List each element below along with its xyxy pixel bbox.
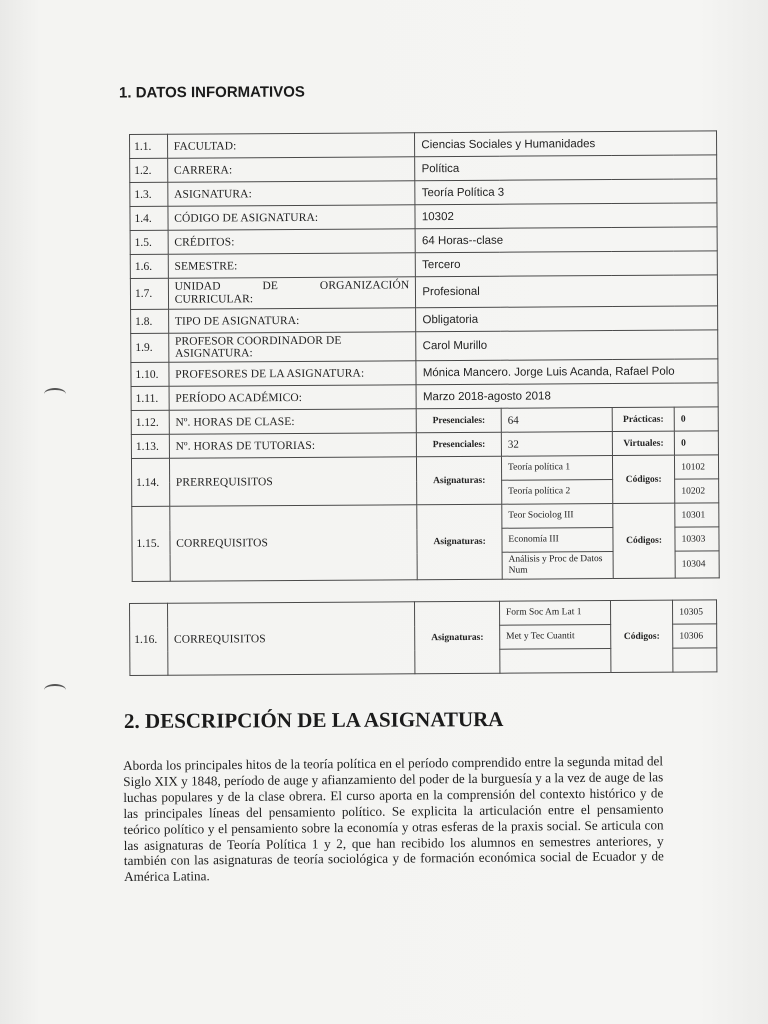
row-number: 1.12.: [131, 410, 169, 434]
sub-label: Presenciales:: [417, 408, 502, 433]
table-row: [131, 330, 718, 363]
course-description: Aborda los principales hitos de la teoría política en el período comprendido entre la segunda mitad del Siglo XIX y 1848, período de auge y afianzamiento del poder de la burguesía y a la vez de auge de las luchas populares y de la clase obrera. El curso aporta en la comprensión del contexto histórico y de las principales líneas del pensamiento político. Se explicita la articulación entre el pensamiento teórico político y el pensamiento sobre la economía y otras esferas de la praxis social. Se articula con las asignaturas de Teoría Política 1 y 2, que han recibido los alumnos en semestres anteriores, y también con las asignaturas de teoría sociológica y de formación económica social de Ecuador y de América Latina.: [123, 753, 664, 885]
table-row: [131, 359, 718, 387]
table-row: [130, 131, 717, 159]
row-label: CÓDIGO DE ASIGNATURA:: [168, 205, 416, 231]
row-value: 64 Horas--clase: [415, 227, 717, 253]
subject-name: Form Soc Am Lat 1: [499, 601, 610, 626]
subject-name: [500, 649, 611, 674]
row-label: SEMESTRE:: [168, 253, 416, 279]
row-number: 1.3.: [130, 182, 168, 206]
row-value: 10302: [415, 203, 717, 229]
row-label: Nº. HORAS DE CLASE:: [169, 409, 417, 435]
row-label: CORREQUISITOS: [169, 505, 417, 582]
row-value: Teoría Política 3: [415, 179, 717, 205]
row-number: 1.15.: [132, 506, 170, 581]
table-row: [130, 275, 717, 310]
row-label: CORREQUISITOS: [167, 602, 415, 676]
section-1-title: 1. DATOS INFORMATIVOS: [118, 83, 305, 102]
sub-value: 0: [674, 407, 718, 431]
codigos-label: Códigos:: [612, 455, 674, 503]
row-number: 1.7.: [130, 278, 168, 309]
table-row: [130, 227, 717, 255]
row-label: ASIGNATURA:: [167, 181, 415, 207]
section-2-title: 2. DESCRIPCIÓN DE LA ASIGNATURA: [123, 707, 504, 733]
row-label: [168, 277, 416, 310]
datos-informativos-table: [129, 130, 720, 582]
subject-name: Economía III: [502, 528, 613, 553]
subject-name: Teor Sociolog III: [502, 504, 613, 529]
sub-label: Prácticas:: [612, 407, 674, 431]
subject-code: [673, 648, 717, 672]
subject-code: 10102: [675, 455, 719, 479]
table-row: [130, 251, 717, 279]
row-number: 1.11.: [131, 386, 169, 410]
row-number: 1.2.: [130, 158, 168, 182]
subject-code: 10303: [675, 527, 719, 551]
row-number: 1.6.: [130, 254, 168, 278]
row-label-line: CURRICULAR:: [174, 293, 254, 306]
row-number: 1.16.: [130, 603, 168, 675]
table-row: [131, 431, 718, 459]
row-label: PROFESOR COORDINADOR DE ASIGNATURA:: [168, 332, 416, 363]
subject-name: Análisis y Proc de Datos Num: [502, 552, 613, 580]
row-label: PROFESORES DE LA ASIGNATURA:: [169, 361, 417, 387]
row-label-word: DE: [262, 280, 279, 293]
row-value: Profesional: [416, 275, 718, 308]
subject-code: 10304: [675, 551, 719, 578]
row-number: 1.14.: [131, 458, 169, 506]
table-row: [131, 455, 718, 483]
subject-code: 10301: [675, 503, 719, 527]
sub-value: 64: [501, 408, 612, 433]
asignaturas-label: Asignaturas:: [417, 504, 502, 580]
row-value: Mónica Mancero. Jorge Luis Acanda, Rafael Polo: [416, 359, 718, 385]
row-label: TIPO DE ASIGNATURA:: [168, 308, 416, 334]
subject-name: Met y Tec Cuantit: [500, 625, 611, 650]
row-number: 1.10.: [131, 362, 169, 386]
row-label: CRÉDITOS:: [168, 229, 416, 255]
subject-name: Teoría política 2: [502, 480, 613, 505]
table-row: [130, 600, 717, 628]
row-value: Ciencias Sociales y Humanidades: [415, 131, 717, 157]
row-label-line: [175, 279, 410, 293]
sub-value: 0: [674, 431, 718, 455]
binder-hole-mark: [44, 388, 66, 400]
binder-hole-mark: [44, 684, 66, 696]
table-row: [131, 383, 718, 411]
row-value: Tercero: [416, 251, 718, 277]
asignaturas-label: Asignaturas:: [417, 456, 502, 505]
table-row: [131, 407, 718, 435]
row-number: 1.8.: [131, 309, 169, 333]
row-label: PERÍODO ACADÉMICO:: [169, 385, 417, 411]
asignaturas-label: Asignaturas:: [415, 601, 500, 674]
row-label: FACULTAD:: [167, 133, 415, 159]
table-row: [132, 503, 719, 531]
subject-code: 10202: [675, 479, 719, 503]
row-value: Carol Murillo: [416, 330, 718, 361]
sub-label: Virtuales:: [612, 431, 674, 455]
row-label: CARRERA:: [167, 157, 415, 183]
subject-code: 10305: [673, 600, 717, 624]
codigos-label: Códigos:: [610, 600, 673, 672]
correquisitos-table-2: [129, 599, 717, 676]
sub-label: Presenciales:: [417, 432, 502, 457]
row-number: 1.13.: [131, 434, 169, 458]
codigos-label: Códigos:: [613, 503, 676, 578]
row-label-word: UNIDAD: [174, 280, 221, 293]
table-row: [130, 155, 717, 183]
table-row: [131, 306, 718, 334]
row-number: 1.1.: [130, 134, 168, 158]
row-number: 1.5.: [130, 230, 168, 254]
row-value: Obligatoria: [416, 306, 718, 332]
row-value: Política: [415, 155, 717, 181]
row-number: 1.4.: [130, 206, 168, 230]
sub-value: 32: [501, 432, 612, 457]
row-label: Nº. HORAS DE TUTORIAS:: [169, 433, 417, 459]
table-row: [130, 179, 717, 207]
subject-name: Teoría política 1: [501, 456, 612, 481]
row-value: Marzo 2018-agosto 2018: [416, 383, 718, 409]
row-number: 1.9.: [131, 333, 169, 362]
row-label: PRERREQUISITOS: [169, 457, 417, 507]
row-label-word: ORGANIZACIÓN: [319, 279, 410, 292]
table-row: [130, 203, 717, 231]
subject-code: 10306: [673, 624, 717, 648]
